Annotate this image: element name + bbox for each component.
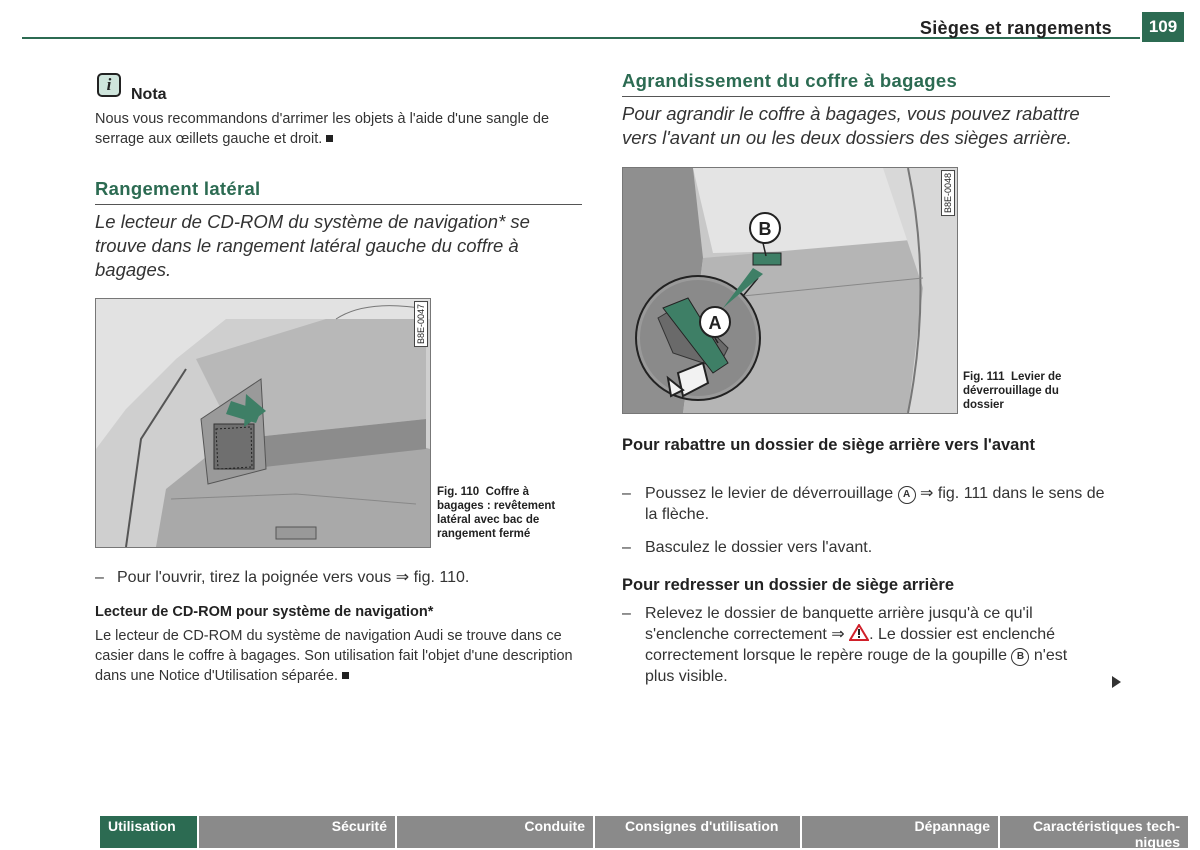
tab-caracteristiques[interactable] <box>1000 816 1188 848</box>
footer-navigation <box>0 816 1200 848</box>
figure-111-caption: Fig. 111 Levier de déverrouillage du dossier <box>963 371 1062 411</box>
bullet-open: – Pour l'ouvrir, tirez la poignée vers vous ⇒ fig. 110. <box>95 569 470 586</box>
section-title-agrandissement: Agrandissement du coffre à bagages <box>622 70 958 91</box>
figure-111 <box>622 167 958 414</box>
page-number: 109 <box>1142 12 1184 42</box>
continue-arrow-icon <box>1112 676 1121 688</box>
cd-rom-title: Lecteur de CD-ROM pour système de navigation* <box>95 604 434 620</box>
cd-rom-text: Le lecteur de CD-ROM du système de navigation Audi se trouve dans ce casier dans le coffre à bagages. Son utilisation fait l'objet d'une description dans une Notice d'Utilisation séparée. <box>95 628 573 684</box>
warning-icon <box>849 624 869 641</box>
figure-code: B8E-0048 <box>941 170 955 216</box>
section-intro-agrandissement: Pour agrandir le coffre à bagages, vous pouvez rabattre vers l'avant un ou les deux dossiers des sièges arrière. <box>622 103 1080 148</box>
fold-title: Pour rabattre un dossier de siège arrière vers l'avant <box>622 436 1035 454</box>
section-rule <box>622 96 1110 97</box>
tab-utilisation[interactable]: Utilisation <box>100 816 197 848</box>
callout-b: B <box>758 219 772 239</box>
trunk-illustration <box>96 299 430 547</box>
tab-caracteristiques-line1: Caractéristiques tech- <box>1032 818 1180 834</box>
callout-a-inline: A <box>898 486 916 504</box>
bullet-raise-1: – Relevez le dossier de banquette arrière jusqu'à ce qu'il s'enclenche correctement ⇒ . Le dossier est enclenché correctement lorsque le repère rouge de la goupille B n'est plus visible. <box>622 605 1068 685</box>
figure-110-caption: Fig. 110 Coffre à bagages : revêtement latéral avec bac de rangement fermé <box>437 486 556 540</box>
tab-consignes[interactable]: Consignes d'utilisation <box>595 816 800 848</box>
chapter-title: Sièges et rangements <box>919 18 1112 38</box>
tab-depannage[interactable]: Dépannage <box>802 816 998 848</box>
callout-a: A <box>708 313 722 333</box>
nota-text: Nous vous recommandons d'arrimer les objets à l'aide d'une sangle de serrage aux œillets gauche et droit. <box>95 111 550 147</box>
figure-110 <box>95 298 431 548</box>
nota-label: Nota <box>131 86 167 103</box>
section-title-rangement: Rangement latéral <box>95 178 261 199</box>
tab-caracteristiques-line2: niques <box>1134 834 1180 850</box>
tab-conduite[interactable]: Conduite <box>397 816 593 848</box>
callout-b-inline: B <box>1011 648 1029 666</box>
bullet-fold-2: – Basculez le dossier vers l'avant. <box>622 539 873 556</box>
info-icon: i <box>97 73 121 97</box>
section-intro-rangement: Le lecteur de CD-ROM du système de navigation* se trouve dans le rangement latéral gauche du coffre à bagages. <box>95 211 530 280</box>
bullet-fold-1: – Poussez le levier de déverrouillage A ⇒ fig. 111 dans le sens de la flèche. <box>622 485 1105 523</box>
end-marker <box>342 672 349 679</box>
raise-title: Pour redresser un dossier de siège arrière <box>622 576 954 594</box>
seat-illustration <box>623 168 957 413</box>
section-rule <box>95 204 582 205</box>
end-marker <box>326 135 333 142</box>
tab-securite[interactable]: Sécurité <box>199 816 395 848</box>
figure-code: B8E-0047 <box>414 301 428 347</box>
